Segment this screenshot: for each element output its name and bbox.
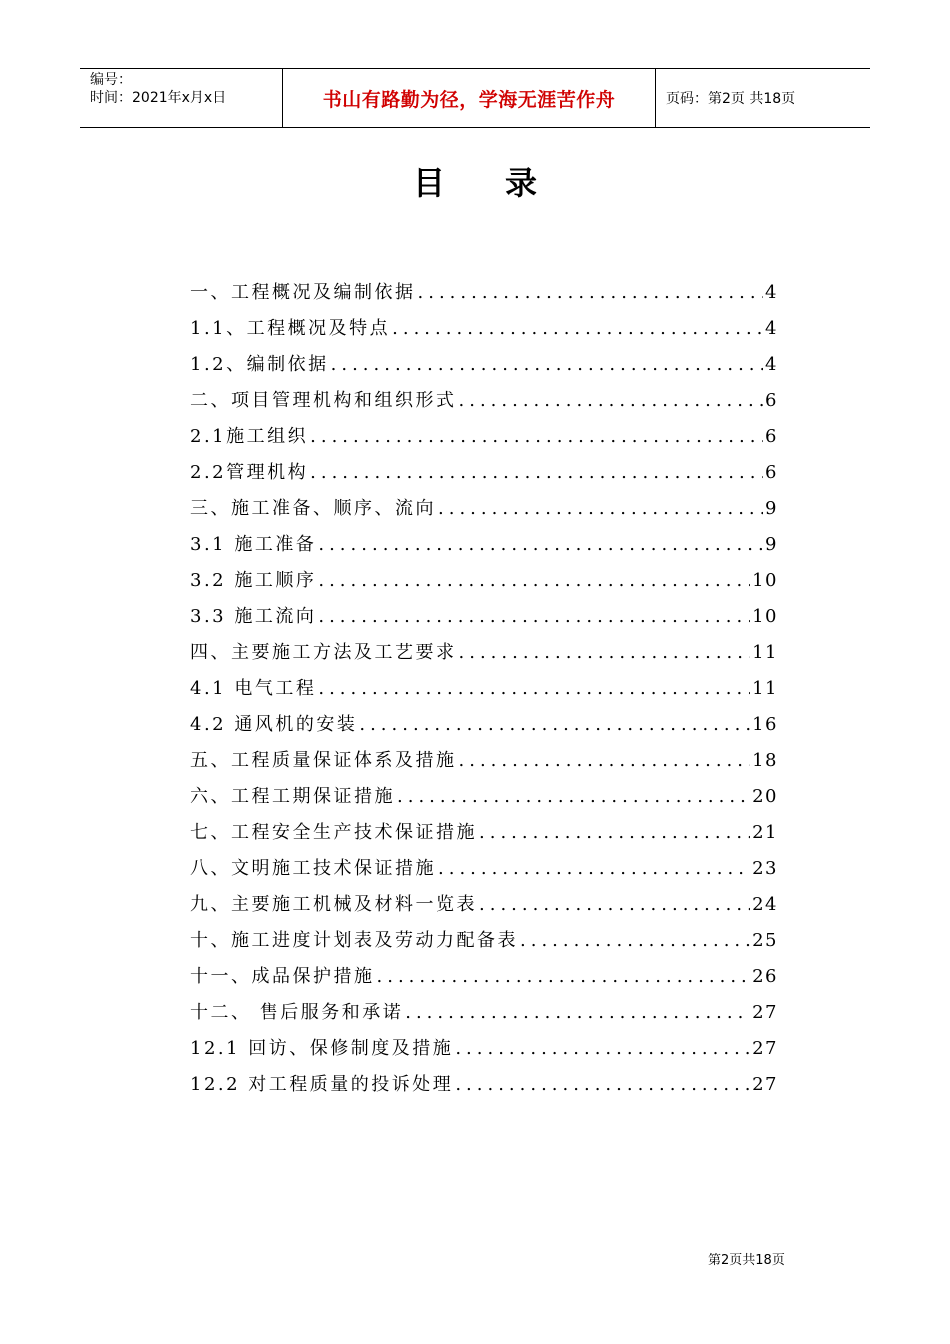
- toc-entry-page: 4: [765, 354, 778, 375]
- toc-entry[interactable]: [190, 676, 778, 712]
- header-page-info: [656, 69, 870, 127]
- toc-dot-leader: [405, 1000, 750, 1026]
- toc-entry-title: 四、主要施工方法及工艺要求: [190, 642, 457, 663]
- toc-entry[interactable]: [190, 532, 778, 568]
- toc-entry[interactable]: [190, 280, 778, 316]
- motto-text: 书山有路勤为径，学海无涯苦作舟: [322, 88, 616, 111]
- toc-entry-title: 12.1 回访、保修制度及措施: [190, 1038, 454, 1059]
- toc-entry[interactable]: [190, 712, 778, 748]
- toc-dot-leader: [438, 496, 763, 522]
- toc-entry-title: 五、工程质量保证体系及措施: [190, 750, 457, 771]
- toc-entry-page: 4: [765, 318, 778, 339]
- toc-dot-leader: [418, 280, 764, 306]
- toc-dot-leader: [318, 532, 763, 558]
- toc-dot-leader: [318, 604, 750, 630]
- table-of-contents: [190, 280, 778, 1108]
- toc-entry-title: 三、施工准备、顺序、流向: [190, 498, 436, 519]
- toc-entry-title: 3.1 施工准备: [190, 534, 317, 555]
- toc-dot-leader: [459, 640, 751, 666]
- toc-entry-title: 1.1、工程概况及特点: [190, 318, 391, 339]
- toc-entry-title: 一、工程概况及编制依据: [190, 282, 416, 303]
- toc-entry[interactable]: [190, 856, 778, 892]
- toc-entry[interactable]: [190, 388, 778, 424]
- toc-entry-page: 24: [752, 894, 778, 915]
- toc-entry[interactable]: [190, 892, 778, 928]
- toc-entry-title: 3.3 施工流向: [190, 606, 317, 627]
- toc-entry-page: 10: [752, 606, 778, 627]
- toc-entry-page: 27: [752, 1038, 778, 1059]
- toc-dot-leader: [479, 892, 750, 918]
- toc-entry-page: 18: [752, 750, 778, 771]
- toc-entry[interactable]: [190, 1072, 778, 1108]
- toc-entry-title: 十二、 售后服务和承诺: [190, 1002, 404, 1023]
- toc-entry[interactable]: [190, 1036, 778, 1072]
- toc-entry[interactable]: [190, 1000, 778, 1036]
- toc-entry[interactable]: [190, 604, 778, 640]
- toc-entry[interactable]: [190, 352, 778, 388]
- header-page-number: 页码：第2页 共18页: [666, 91, 796, 107]
- page-title: 目录: [412, 164, 597, 202]
- toc-entry[interactable]: [190, 568, 778, 604]
- toc-entry-page: 10: [752, 570, 778, 591]
- toc-dot-leader: [459, 388, 764, 414]
- toc-dot-leader: [479, 820, 750, 846]
- toc-entry-page: 9: [765, 534, 778, 555]
- page-footer: 第2页共18页: [708, 1253, 785, 1268]
- toc-dot-leader: [397, 784, 750, 810]
- toc-entry[interactable]: [190, 964, 778, 1000]
- toc-entry[interactable]: [190, 784, 778, 820]
- toc-entry-title: 二、项目管理机构和组织形式: [190, 390, 457, 411]
- page-header: [80, 68, 870, 128]
- toc-entry-title: 十一、成品保护措施: [190, 966, 375, 987]
- toc-entry[interactable]: [190, 496, 778, 532]
- toc-entry[interactable]: [190, 928, 778, 964]
- toc-dot-leader: [318, 568, 750, 594]
- toc-entry-page: 4: [765, 282, 778, 303]
- toc-dot-leader: [459, 748, 751, 774]
- toc-entry-page: 25: [752, 930, 778, 951]
- toc-dot-leader: [455, 1036, 750, 1062]
- toc-entry-page: 6: [765, 426, 778, 447]
- toc-entry-title: 六、工程工期保证措施: [190, 786, 395, 807]
- toc-entry[interactable]: [190, 316, 778, 352]
- toc-entry-page: 26: [752, 966, 778, 987]
- toc-dot-leader: [359, 712, 750, 738]
- toc-dot-leader: [520, 928, 750, 954]
- toc-entry-page: 23: [752, 858, 778, 879]
- toc-entry[interactable]: [190, 424, 778, 460]
- toc-entry[interactable]: [190, 640, 778, 676]
- toc-dot-leader: [310, 460, 763, 486]
- toc-dot-leader: [455, 1072, 750, 1098]
- toc-entry-title: 2.1施工组织: [190, 426, 309, 447]
- toc-entry-page: 9: [765, 498, 778, 519]
- toc-dot-leader: [377, 964, 751, 990]
- header-motto: [282, 69, 656, 127]
- toc-dot-leader: [318, 676, 750, 702]
- toc-entry-page: 6: [765, 462, 778, 483]
- toc-entry-title: 九、主要施工机械及材料一览表: [190, 894, 477, 915]
- toc-entry-title: 4.2 通风机的安装: [190, 714, 358, 735]
- toc-entry-page: 20: [752, 786, 778, 807]
- toc-entry-page: 27: [752, 1002, 778, 1023]
- toc-entry-page: 16: [752, 714, 778, 735]
- toc-entry-title: 十、施工进度计划表及劳动力配备表: [190, 930, 518, 951]
- toc-entry[interactable]: [190, 748, 778, 784]
- toc-entry[interactable]: [190, 460, 778, 496]
- document-number-label: 编号：: [90, 72, 132, 88]
- toc-entry-page: 27: [752, 1074, 778, 1095]
- toc-entry-page: 21: [752, 822, 778, 843]
- toc-dot-leader: [310, 424, 763, 450]
- toc-entry-title: 3.2 施工顺序: [190, 570, 317, 591]
- toc-dot-leader: [438, 856, 750, 882]
- toc-entry-title: 12.2 对工程质量的投诉处理: [190, 1074, 454, 1095]
- toc-entry-page: 11: [752, 642, 778, 663]
- toc-entry[interactable]: [190, 820, 778, 856]
- toc-entry-page: 6: [765, 390, 778, 411]
- toc-entry-title: 八、文明施工技术保证措施: [190, 858, 436, 879]
- toc-dot-leader: [331, 352, 763, 378]
- toc-dot-leader: [392, 316, 763, 342]
- document-date: 时间：2021年x月x日: [90, 90, 227, 106]
- toc-entry-title: 4.1 电气工程: [190, 678, 317, 699]
- toc-entry-title: 1.2、编制依据: [190, 354, 329, 375]
- toc-entry-title: 2.2管理机构: [190, 462, 309, 483]
- toc-entry-page: 11: [752, 678, 778, 699]
- header-meta: [80, 69, 282, 127]
- toc-entry-title: 七、工程安全生产技术保证措施: [190, 822, 477, 843]
